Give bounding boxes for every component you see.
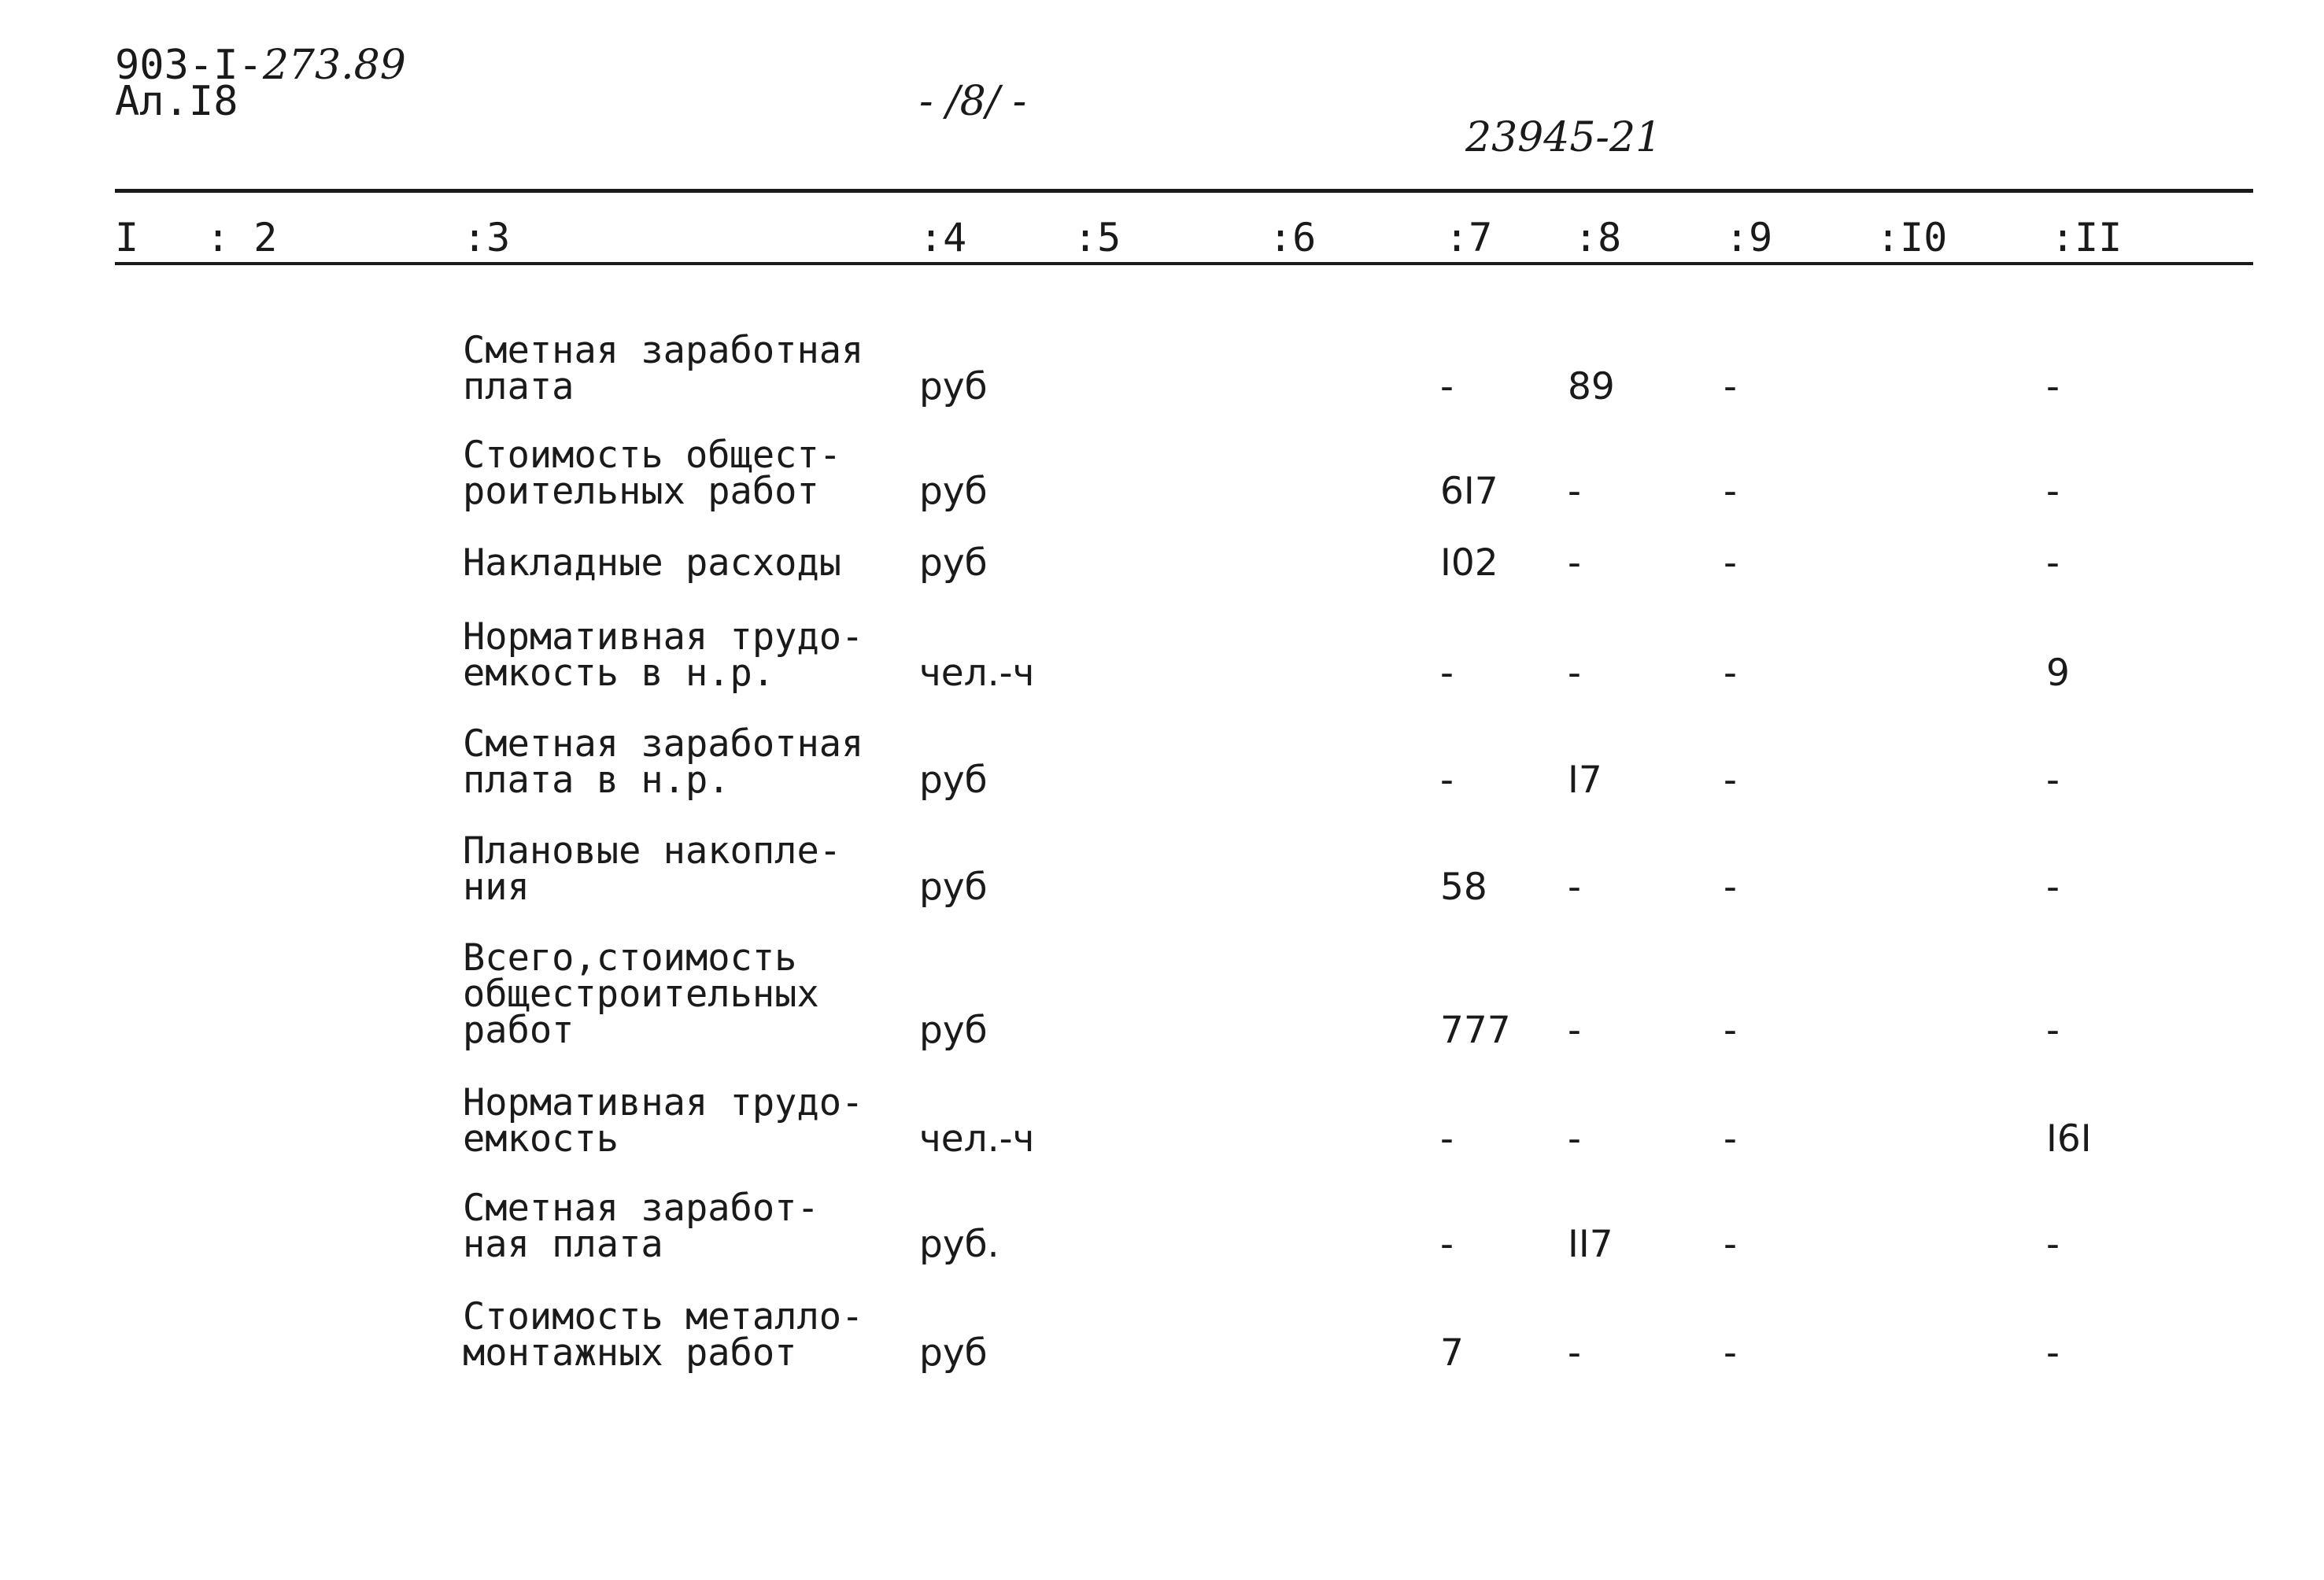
row-value-col7: - (1440, 1117, 1454, 1161)
row-value-col11: - (2046, 365, 2060, 408)
row-value-col8: - (1568, 470, 1581, 513)
row-description-line: плата (463, 365, 575, 408)
row-value-col11: 9 (2046, 652, 2070, 695)
row-value-col7: 6I7 (1440, 470, 1498, 513)
column-header-1: I (115, 215, 139, 260)
row-description-line: Нормативная трудо- (463, 615, 864, 659)
row-unit: руб (919, 866, 988, 909)
row-description-line: роительных работ (463, 470, 819, 513)
row-description-line: Нормативная трудо- (463, 1081, 864, 1124)
row-description-line: плата в н.р. (463, 759, 730, 802)
column-header-5: :5 (1073, 215, 1121, 260)
row-value-col8: - (1568, 866, 1581, 909)
row-description-line: работ (463, 1009, 575, 1052)
row-value-col7: 777 (1440, 1009, 1511, 1052)
page-number: - /8/ - (919, 78, 1027, 125)
column-header-2: : 2 (206, 215, 278, 260)
row-description-line: Сметная заработ- (463, 1187, 819, 1230)
table-top-rule (115, 189, 2253, 193)
table-header-rule (115, 262, 2253, 265)
row-description-line: монтажных работ (463, 1331, 797, 1375)
column-header-11: :II (2051, 215, 2123, 260)
row-description-line: емкость в н.р. (463, 652, 775, 695)
row-value-col8: - (1568, 1331, 1581, 1375)
inventory-stamp: 23945-21 (1465, 114, 1662, 161)
row-value-col8: - (1568, 1009, 1581, 1052)
row-value-col9: - (1724, 1331, 1737, 1375)
column-header-9: :9 (1725, 215, 1773, 260)
row-value-col7: - (1440, 652, 1454, 695)
row-value-col9: - (1724, 1009, 1737, 1052)
document-code-prefix: 903-I- (115, 42, 263, 89)
row-unit: руб (919, 365, 988, 408)
row-unit: руб (919, 1009, 988, 1052)
row-value-col11: - (2046, 1331, 2060, 1375)
row-value-col11: - (2046, 1009, 2060, 1052)
row-description-line: ная плата (463, 1223, 663, 1266)
row-description-line: Накладные расходы (463, 541, 842, 585)
row-value-col7: I02 (1440, 541, 1498, 585)
row-value-col8: II7 (1568, 1223, 1613, 1266)
row-description-line: Сметная заработная (463, 722, 864, 766)
row-value-col8: I7 (1568, 759, 1602, 802)
row-unit: руб (919, 1331, 988, 1375)
row-description-line: ния (463, 866, 530, 909)
row-value-col9: - (1724, 759, 1737, 802)
row-unit: руб. (919, 1223, 999, 1266)
row-description-line: емкость (463, 1117, 619, 1161)
row-value-col9: - (1724, 652, 1737, 695)
row-unit: руб (919, 470, 988, 513)
row-value-col9: - (1724, 1223, 1737, 1266)
row-value-col8: - (1568, 1117, 1581, 1161)
row-value-col8: 89 (1568, 365, 1615, 408)
column-header-4: :4 (919, 215, 967, 260)
row-value-col9: - (1724, 1117, 1737, 1161)
row-value-col8: - (1568, 541, 1581, 585)
document-code-handwritten: 273.89 (262, 42, 406, 89)
row-unit: руб (919, 541, 988, 585)
row-value-col7: 7 (1440, 1331, 1464, 1375)
column-header-10: :I0 (1876, 215, 1948, 260)
row-unit: чел.-ч (919, 1117, 1035, 1161)
column-header-6: :6 (1269, 215, 1317, 260)
row-value-col11: I6I (2046, 1117, 2092, 1161)
column-header-7: :7 (1445, 215, 1493, 260)
row-value-col7: 58 (1440, 866, 1487, 909)
row-value-col11: - (2046, 759, 2060, 802)
row-value-col9: - (1724, 866, 1737, 909)
row-unit: руб (919, 759, 988, 802)
column-header-3: :3 (463, 215, 511, 260)
row-value-col11: - (2046, 470, 2060, 513)
row-value-col7: - (1440, 1223, 1454, 1266)
row-description-line: Стоимость металло- (463, 1295, 864, 1338)
row-description-line: общестроительных (463, 973, 819, 1016)
row-value-col11: - (2046, 1223, 2060, 1266)
row-value-col8: - (1568, 652, 1581, 695)
row-value-col11: - (2046, 541, 2060, 585)
row-description-line: Плановые накопле- (463, 829, 842, 873)
row-value-col11: - (2046, 866, 2060, 909)
row-value-col9: - (1724, 470, 1737, 513)
row-value-col7: - (1440, 759, 1454, 802)
row-description-line: Всего,стоимость (463, 936, 797, 980)
column-header-8: :8 (1574, 215, 1622, 260)
sheet-label: Ал.I8 (115, 78, 238, 125)
row-description-line: Сметная заработная (463, 329, 864, 372)
row-value-col9: - (1724, 541, 1737, 585)
row-unit: чел.-ч (919, 652, 1035, 695)
row-value-col7: - (1440, 365, 1454, 408)
row-description-line: Стоимость общест- (463, 434, 842, 477)
row-value-col9: - (1724, 365, 1737, 408)
